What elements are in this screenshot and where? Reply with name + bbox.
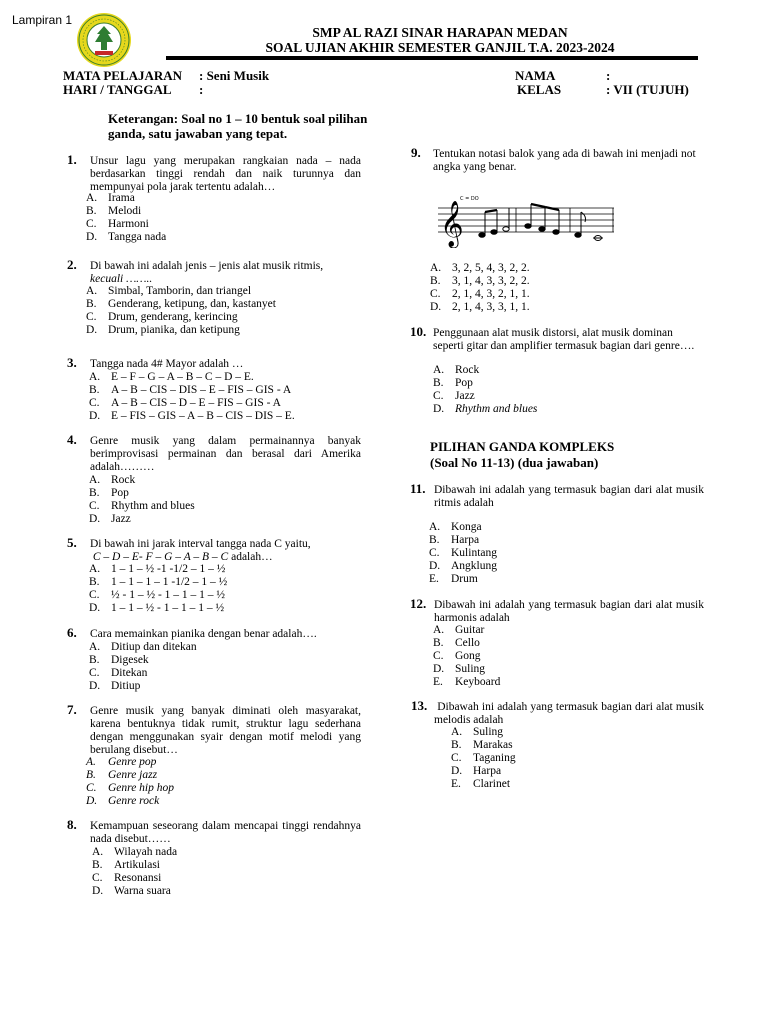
option-b: B. Genre jazz [86, 769, 158, 781]
subject-value: : Seni Musik [199, 68, 270, 83]
option-c: C. Drum, genderang, kerincing [86, 311, 238, 323]
class-label: KELAS [517, 82, 562, 97]
school-name: SMP AL RAZI SINAR HARAPAN MEDAN [312, 25, 568, 40]
question-number: 12. [410, 596, 427, 611]
option-c: C. Resonansi [92, 872, 162, 884]
option-a: A. 3, 2, 5, 4, 3, 2, 2. [430, 262, 530, 274]
option-b: B. Harpa [429, 534, 480, 546]
option-a: A. Suling [451, 726, 504, 738]
option-d: D. Ditiup [89, 680, 141, 692]
question-text: Dibawah ini adalah yang termasuk bagian dari alat musik melodis adalah [434, 701, 705, 726]
question-number: 5. [67, 535, 77, 550]
attachment-label: Lampiran 1 [12, 13, 73, 27]
treble-clef-icon: 𝄞 [440, 201, 464, 247]
options-list [89, 371, 295, 423]
option-a: A. Konga [429, 521, 482, 533]
option-c: C. Rhythm and blues [89, 500, 195, 512]
option-e: E. Keyboard [433, 676, 501, 688]
question-text: Tangga nada 4# Mayor adalah … [90, 358, 244, 370]
options-list [89, 641, 197, 693]
options-list [86, 192, 166, 244]
question-text: Tentukan notasi balok yang ada di bawah ini menjadi not angka yang benar. [433, 148, 696, 173]
question-number: 7. [67, 702, 77, 717]
option-e: E. Drum [429, 573, 478, 585]
option-a: A. Rock [89, 474, 136, 486]
question-number: 1. [67, 152, 77, 167]
question-number: 11. [410, 481, 426, 496]
option-d: D. 2, 1, 4, 3, 3, 1, 1. [430, 301, 530, 313]
option-a: A. Simbal, Tamborin, dan triangel [86, 285, 252, 297]
option-c: C. Kulintang [429, 547, 497, 559]
option-d: D. Suling [433, 663, 486, 675]
option-b: B. Genderang, ketipung, dan, kastanyet [86, 298, 276, 310]
school-logo-icon [76, 12, 132, 68]
options-list [92, 846, 177, 898]
options-list [429, 521, 497, 586]
class-value: : VII (TUJUH) [606, 82, 689, 97]
option-b: B. Cello [433, 637, 480, 649]
question-text: Dibawah ini adalah yang termasuk bagian dari alat musik harmonis adalah [434, 599, 704, 624]
options-list [86, 756, 174, 808]
option-a: A. Irama [86, 192, 135, 204]
option-b: B. Pop [89, 487, 129, 499]
question-number: 13. [411, 698, 428, 713]
option-c: C. Harmoni [86, 218, 149, 230]
option-a: A. Ditiup dan ditekan [89, 641, 197, 653]
option-b: B. Pop [433, 377, 473, 389]
section-subtitle: (Soal No 11-13) (dua jawaban) [430, 455, 599, 470]
option-b: B. Marakas [451, 739, 513, 751]
question-text: Kemampuan seseorang dalam mencapai tinggi rendahnya nada disebut…… [90, 820, 361, 845]
name-value: : [606, 68, 611, 83]
staff-key-label: C = DO [460, 196, 479, 202]
question-number: 10. [410, 324, 427, 339]
question-number: 9. [411, 145, 421, 160]
option-c: C. Ditekan [89, 667, 148, 679]
option-c: C. A – B – CIS – D – E – FIS – GIS - A [89, 397, 281, 409]
option-c: C. 2, 1, 4, 3, 2, 1, 1. [430, 288, 530, 300]
option-c: C. Genre hip hop [86, 782, 175, 794]
question-number: 8. [67, 817, 77, 832]
option-b: B. Artikulasi [92, 859, 160, 871]
option-d: D. Drum, pianika, dan ketipung [86, 324, 240, 336]
option-d: D. E – FIS – GIS – A – B – CIS – DIS – E. [89, 410, 295, 422]
options-list [451, 726, 516, 791]
question-text: Penggunaan alat musik distorsi, alat musik dominan seperti gitar dan amplifier termasuk bagian dari genre…. [433, 327, 695, 352]
question-number: 4. [67, 432, 77, 447]
option-b: B. Melodi [86, 205, 142, 217]
question-text: Unsur lagu yang merupakan rangkaian nada – nada berdasarkan tinggi rendah dan naik turunnya dan mempunyai pola jarak tertentu adalah… [90, 155, 361, 193]
option-c: C. Jazz [433, 390, 475, 402]
question-text: Dibawah ini adalah yang termasuk bagian dari alat musik ritmis adalah [434, 484, 704, 509]
question-number: 2. [67, 257, 77, 272]
option-d: D. 1 – 1 – ½ - 1 – 1 – 1 – ½ [89, 602, 225, 614]
option-a: A. Rock [433, 364, 480, 376]
option-d: D. Harpa [451, 765, 502, 777]
options-list [433, 364, 537, 416]
section-title: PILIHAN GANDA KOMPLEKS [430, 439, 615, 454]
option-a: A. Wilayah nada [92, 846, 178, 858]
option-c: C. Taganing [451, 752, 516, 764]
options-list [433, 624, 500, 689]
question-number: 6. [67, 625, 77, 640]
option-d: D. Genre rock [86, 795, 160, 807]
option-a: A. Guitar [433, 624, 485, 636]
question-number: 3. [67, 355, 77, 370]
date-label: HARI / TANGGAL [63, 82, 172, 97]
question-text: Di bawah ini adalah jenis – jenis alat musik ritmis, kecuali …….. [90, 260, 324, 285]
option-d: D. Angklung [429, 560, 497, 572]
subject-label: MATA PELAJARAN [63, 68, 183, 83]
option-e: E. Clarinet [451, 778, 511, 790]
option-d: D. Tangga nada [86, 231, 167, 243]
option-c: C. ½ - 1 – ½ - 1 – 1 – 1 – ½ [89, 589, 226, 601]
option-b: B. A – B – CIS – DIS – E – FIS – GIS - A [89, 384, 292, 396]
option-a: A. E – F – G – A – B – C – D – E. [89, 371, 254, 383]
option-b: B. 3, 1, 4, 3, 3, 2, 2. [430, 275, 530, 287]
option-a: A. 1 – 1 – ½ -1 -1/2 – 1 – ½ [89, 563, 226, 575]
option-d: D. Rhythm and blues [433, 403, 538, 415]
options-list [430, 262, 530, 314]
options-list [86, 285, 276, 337]
name-label: NAMA [515, 68, 556, 83]
question-text: Cara memainkan pianika dengan benar adalah…. [90, 628, 317, 640]
option-a: A. Genre pop [86, 756, 157, 768]
option-d: D. Jazz [89, 513, 131, 525]
question-text: Di bawah ini jarak interval tangga nada C yaitu, C – D – E- F – G – A – B – C adalah… [90, 538, 311, 563]
options-list [89, 563, 227, 615]
instructions-note: Keterangan: Soal no 1 – 10 bentuk soal pilihan ganda, satu jawaban yang tepat. [108, 111, 368, 141]
date-value: : [199, 82, 204, 97]
question-text: Genre musik yang banyak diminati oleh masyarakat, karena bentuknya tidak rumit, struktur lagu sederhana dengan menggunakan syair dengan motif melodi yang berulang disebut… [90, 705, 361, 756]
exam-title: SOAL UJIAN AKHIR SEMESTER GANJIL T.A. 2023-2024 [265, 40, 615, 55]
header-divider [166, 56, 698, 60]
option-b: B. 1 – 1 – 1 – 1 -1/2 – 1 – ½ [89, 576, 228, 588]
music-staff-image [438, 190, 614, 248]
option-b: B. Digesek [89, 654, 149, 666]
option-c: C. Gong [433, 650, 481, 662]
option-d: D. Warna suara [92, 885, 171, 897]
question-text: Genre musik yang dalam permainannya banyak berimprovisasi permainan dan berasal dari Amerika adalah……… [90, 435, 361, 473]
options-list [89, 474, 195, 526]
